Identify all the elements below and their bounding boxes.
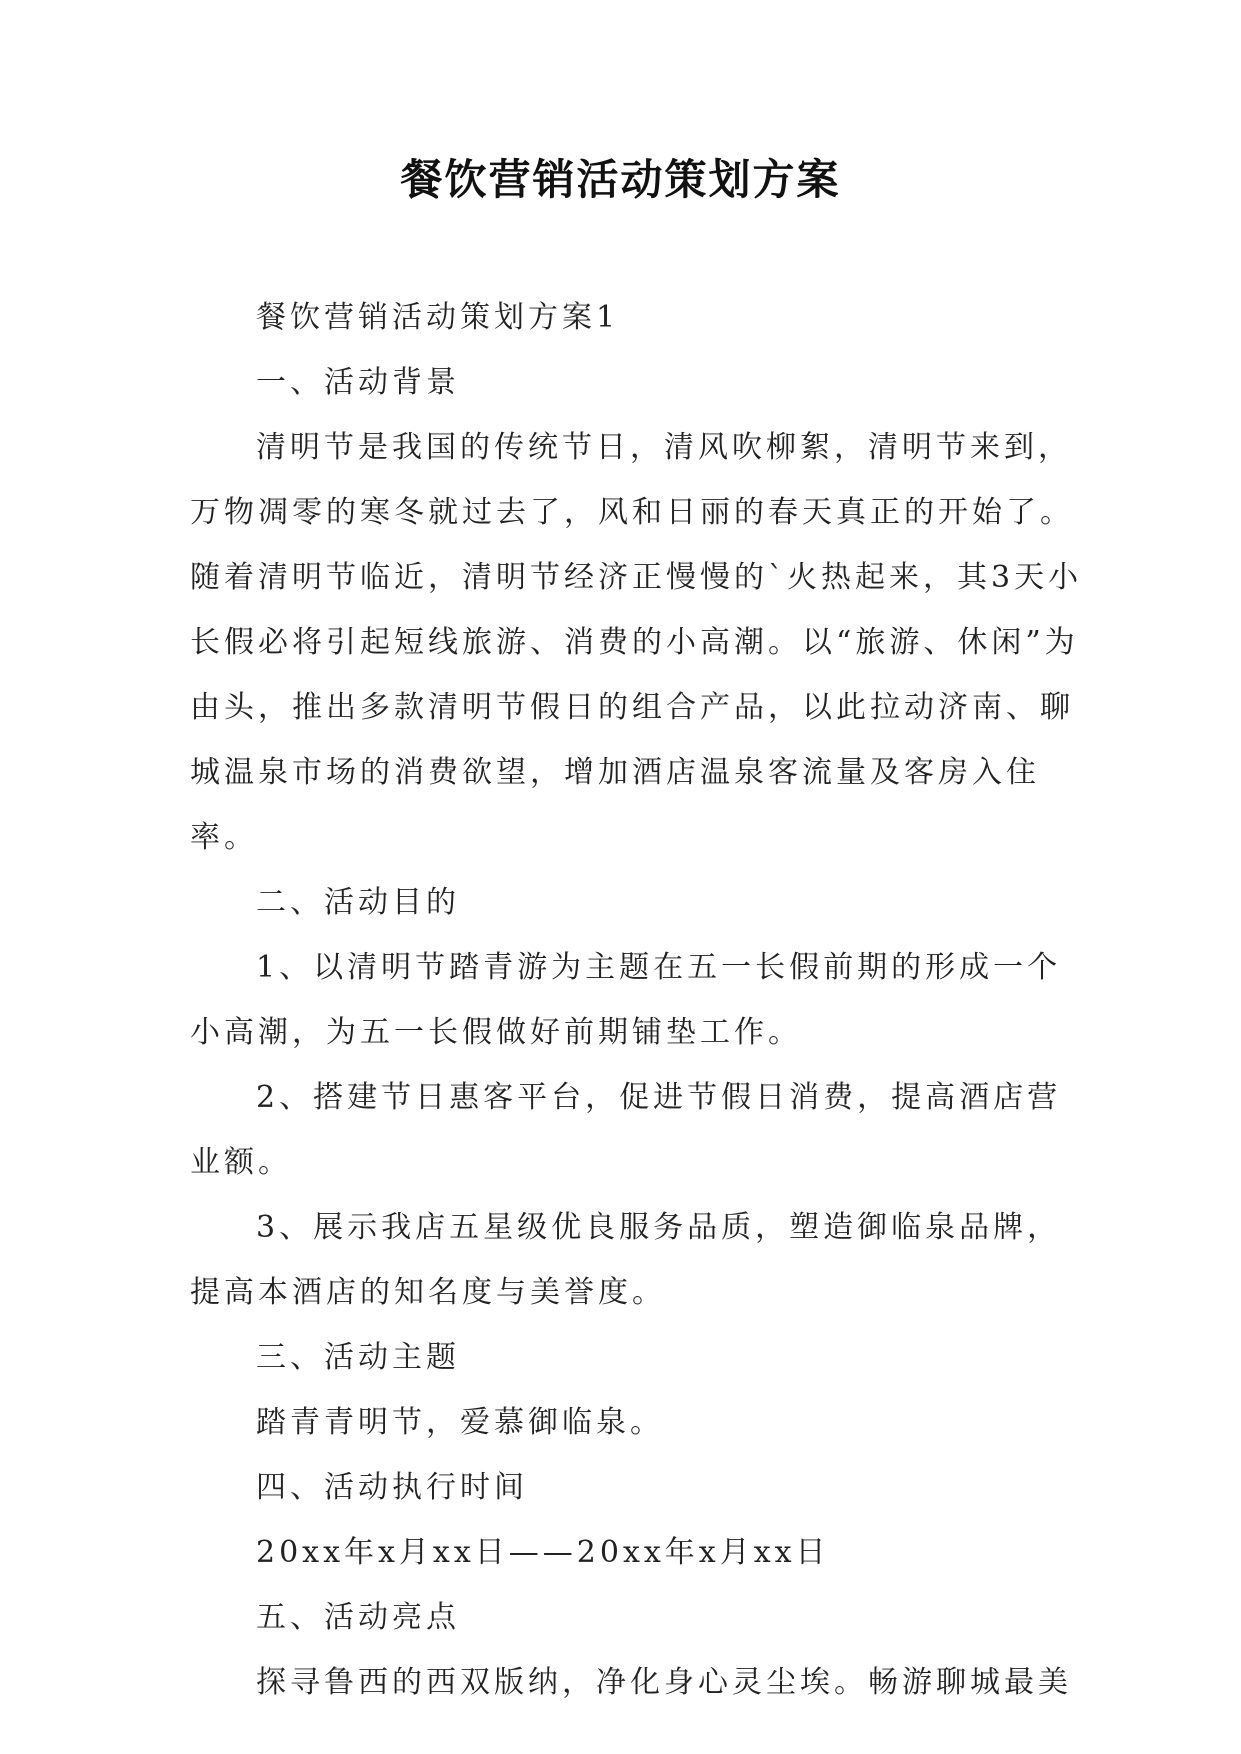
section-heading-highlights: 五、活动亮点 [256, 1600, 460, 1635]
paragraph-purpose-2: 2、搭建节日惠客平台，促进节假日消费，提高酒店营业额。 [190, 1080, 1062, 1180]
paragraph-background: 清明节是我国的传统节日，清风吹柳絮，清明节来到，万物凋零的寒冬就过去了，风和日丽的春天真正的开始了。随着清明节临近，清明节经济正慢慢的`火热起来，其3天小长假必将引起短线旅游、消费的小高潮。以“旅游、休闲”为由头，推出多款清明节假日的组合产品，以此拉动济南、聊城温泉市场的消费欲望，增加酒店温泉客流量及客房入住率。 [190, 430, 1083, 855]
section-heading-background: 一、活动背景 [256, 365, 460, 400]
section-heading-theme: 三、活动主题 [256, 1340, 460, 1375]
plan-subtitle: 餐饮营销活动策划方案1 [256, 300, 620, 335]
paragraph-highlights: 探寻鲁西的西双版纳，净化身心灵尘埃。畅游聊城最美 [256, 1665, 1072, 1700]
paragraph-purpose-1: 1、以清明节踏青游为主题在五一长假前期的形成一个小高潮，为五一长假做好前期铺垫工作。 [190, 950, 1062, 1050]
paragraph-time: 20xx年x月xx日——20xx年x月xx日 [256, 1535, 830, 1570]
document-title: 餐饮营销活动策划方案 [400, 155, 841, 204]
document-body [190, 285, 1090, 1715]
paragraph-purpose-3: 3、展示我店五星级优良服务品质，塑造御临泉品牌，提高本酒店的知名度与美誉度。 [190, 1210, 1062, 1310]
paragraph-theme: 踏青青明节，爱慕御临泉。 [256, 1405, 664, 1440]
section-heading-time: 四、活动执行时间 [256, 1470, 528, 1505]
section-heading-purpose: 二、活动目的 [256, 885, 460, 920]
